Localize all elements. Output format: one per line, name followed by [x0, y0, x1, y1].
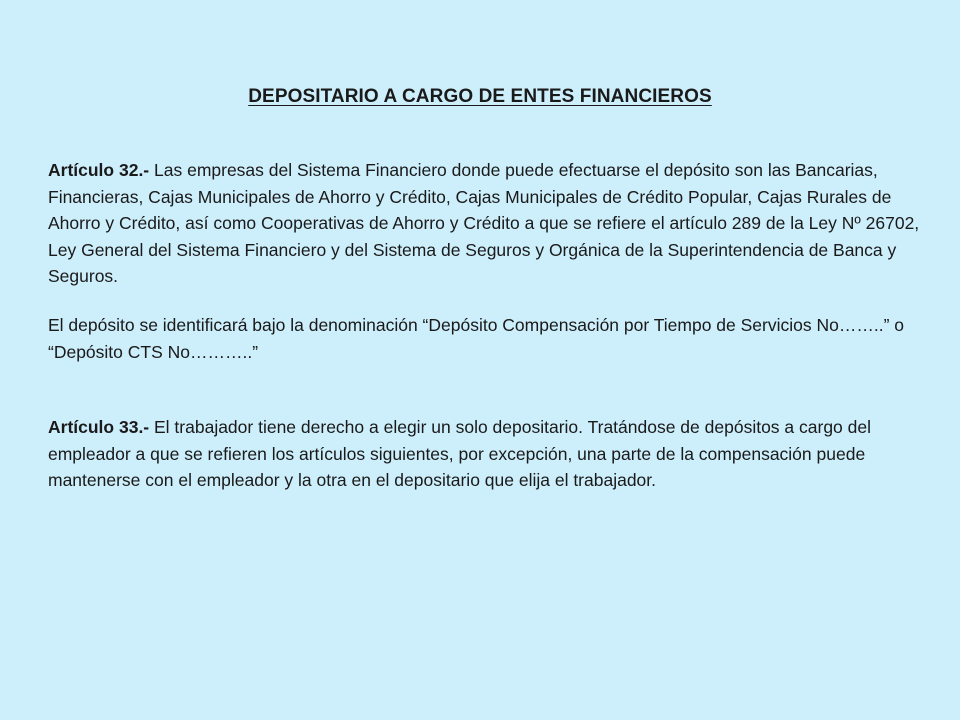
article-33-heading: Artículo 33.- [48, 417, 150, 437]
article-32-heading: Artículo 32.- [48, 160, 150, 180]
article-32-text: Las empresas del Sistema Financiero donde puede efectuarse el depósito son las Bancarias, Financieras, Cajas Municipales de Ahorro y Crédito, Cajas Municipales de Crédito Popular, Cajas Rurales de Ahorro y Crédito, así como Cooperativas de Ahorro y Crédito a que se refiere el artículo 289 de la Ley Nº 26702, Ley General del Sistema Financiero y del Sistema de Seguros y Orgánica de la Superintendencia de Banca y Seguros. [48, 160, 920, 286]
article-33-paragraph [48, 414, 924, 494]
slide-title: DEPOSITARIO A CARGO DE ENTES FINANCIEROS [248, 86, 712, 107]
article-33-text: El trabajador tiene derecho a elegir un solo depositario. Tratándose de depósitos a cargo del empleador a que se refieren los artículos siguientes, por excepción, una parte de la compensación puede mantenerse con el empleador y la otra en el depositario que elija el trabajador. [48, 417, 871, 490]
deposit-denomination-paragraph [48, 312, 924, 365]
article-32-paragraph [48, 157, 924, 290]
deposit-denomination-text: El depósito se identificará bajo la denominación “Depósito Compensación por Tiempo de Servicios No……..” o “Depósito CTS No………..” [48, 315, 904, 362]
